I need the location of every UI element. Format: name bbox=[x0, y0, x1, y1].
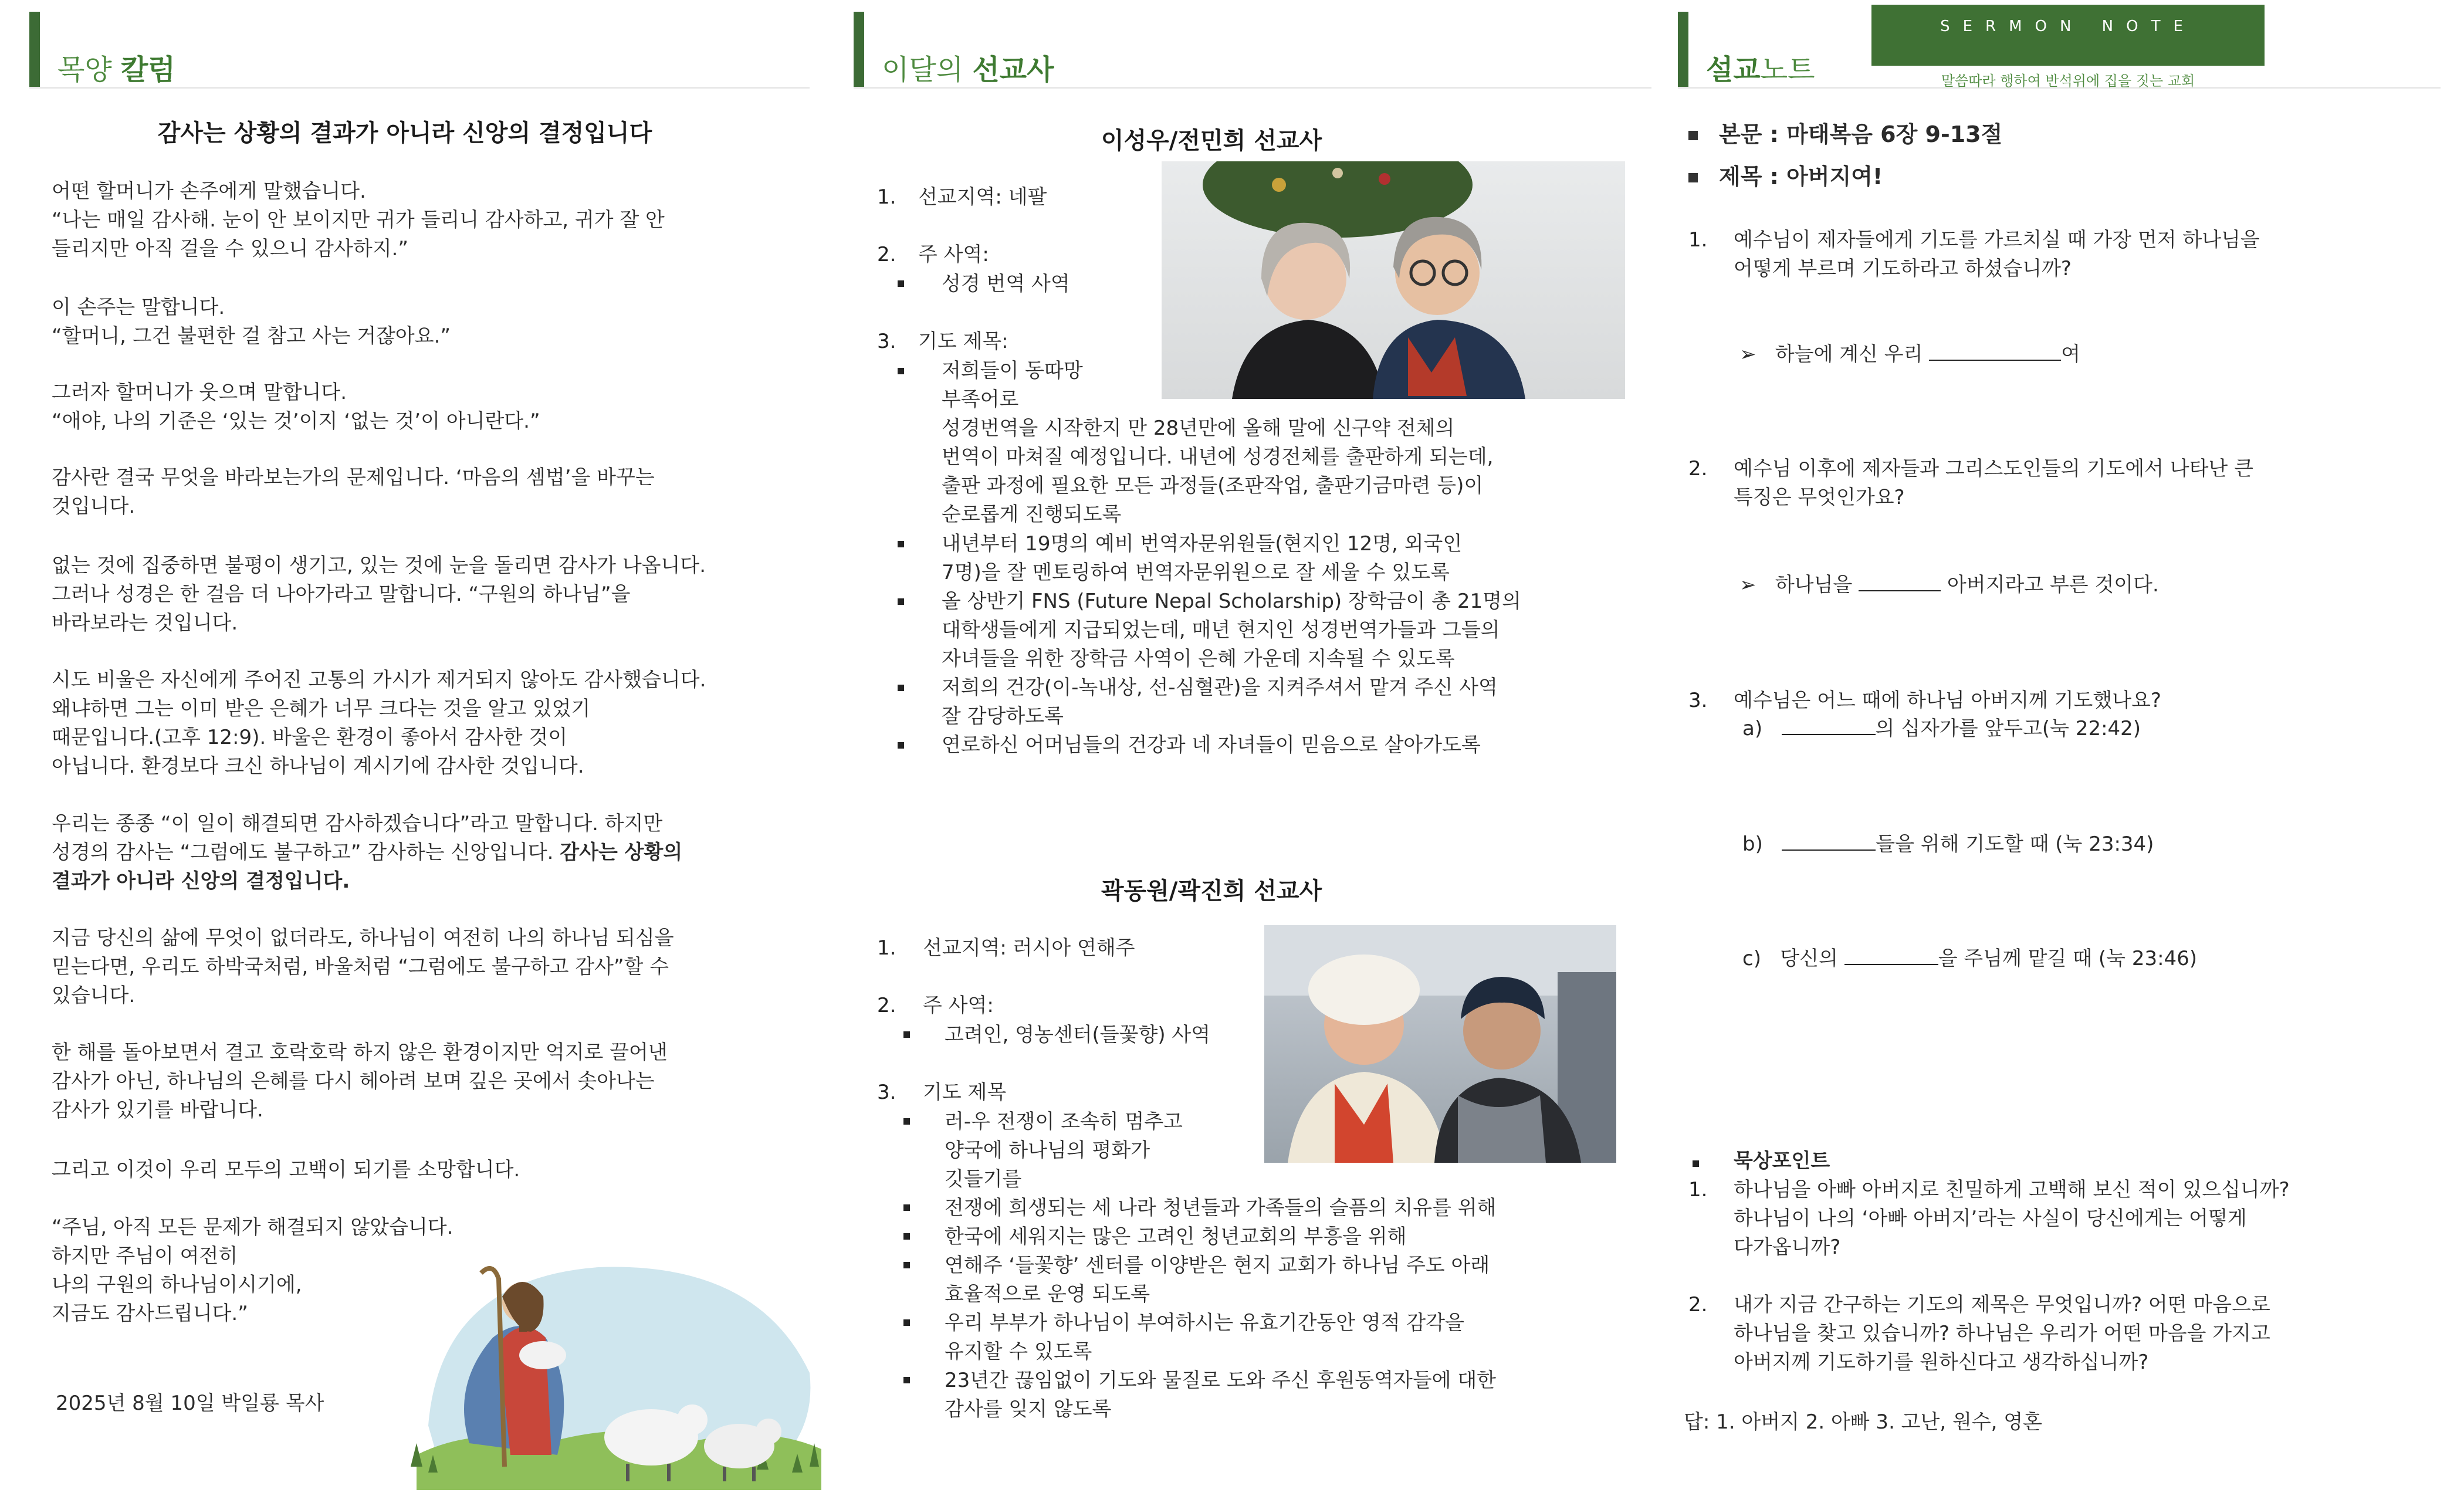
missionary-couple-photo bbox=[1264, 925, 1616, 1163]
prayer-item: 한국에 세워지는 많은 고려인 청년교회의 부흥을 위해 bbox=[945, 1225, 1407, 1248]
prayer-label: 기도 제목: bbox=[918, 330, 1008, 353]
missionary-name: 이성우/전민희 선교사 bbox=[1101, 127, 1322, 154]
bullet-icon bbox=[898, 598, 904, 605]
meditation-point-1: 하나님을 아빠 아버지로 친밀하게 고백해 보신 적이 있으십니까? 하나님이 나의 ‘아빠 아버지’라는 사실이 당신에게는 어떻게 다가옵니까? bbox=[1734, 1178, 2290, 1259]
missionary-name: 곽동원/곽진희 선교사 bbox=[1101, 878, 1322, 905]
paragraph-7: 우리는 종종 “이 일이 해결되면 감사하겠습니다”라고 말합니다. 하지만 성경의 감사는 “그럼에도 불구하고” 감사하는 신앙입니다. 감사는 상황의 bbox=[52, 812, 683, 864]
column-title: 감사는 상황의 결과가 아니라 신앙의 결정입니다 bbox=[157, 120, 652, 147]
prayer-quote: “주님, 아직 모든 문제가 해결되지 않았습니다. 하지만 주님이 여전히 나의 구원의 하나님이시기에, 지금도 감사드립니다.” bbox=[52, 1216, 453, 1325]
missionary-photo bbox=[1264, 925, 1616, 1163]
bullet-icon bbox=[903, 1319, 910, 1326]
bullet-icon bbox=[903, 1031, 910, 1038]
header-accent-bar bbox=[1678, 12, 1688, 88]
item-number: 3. bbox=[877, 330, 896, 353]
paragraph-3: 그러자 할머니가 웃으며 말합니다. “애야, 나의 기준은 ‘있는 것’이지 ‘없는 것’이 아니란다.” bbox=[52, 381, 540, 433]
question-number: 1. bbox=[1688, 1178, 1708, 1201]
bullet-icon bbox=[898, 742, 904, 749]
mission-region: 선교지역: 러시아 연해주 bbox=[923, 936, 1135, 960]
meditation-title: 묵상포인트 bbox=[1734, 1149, 1830, 1173]
question-number: 3. bbox=[1688, 689, 1708, 712]
sermon-title: 제목 : 아버지여! bbox=[1719, 164, 1883, 189]
missionary-column bbox=[854, 0, 1651, 1496]
answer-line-3a: a) 의 십자가를 앞두고(눅 22:42) bbox=[1742, 717, 2141, 740]
item-number: 1. bbox=[877, 185, 896, 209]
bullet-icon bbox=[1693, 1160, 1699, 1167]
prayer-item: 연로하신 어머님들의 건강과 네 자녀들이 믿음으로 살아가도록 bbox=[942, 733, 1481, 757]
paragraph-6: 시도 비울은 자신에게 주어진 고통의 가시가 제거되지 않아도 감사했습니다. 왜냐하면 그는 이미 받은 은혜가 너무 크다는 것을 알고 있었기 때문입니다.(고후 12:9). 바울은 환경이 좋아서 감사한 것이 아닙니다. 환경보다 크신 하나님이 계시기에 감사한 것입니다. bbox=[52, 668, 706, 778]
prayer-label: 기도 제목 bbox=[923, 1081, 1007, 1104]
column-header bbox=[854, 6, 1651, 88]
answer-blank[interactable] bbox=[1782, 734, 1876, 735]
paragraph-4: 감사란 결국 무엇을 바라보는가의 문제입니다. ‘마음의 셈법’을 바꾸는 것입니다. bbox=[52, 466, 655, 518]
paragraph-1: 어떤 할머니가 손주에게 말했습니다. “나는 매일 감사해. 눈이 안 보이지만 귀가 들리니 감사하고, 귀가 잘 안 들리지만 아직 걸을 수 있으니 감사하지.” bbox=[52, 180, 665, 260]
item-number: 3. bbox=[877, 1081, 896, 1104]
mission-region: 선교지역: 네팔 bbox=[918, 185, 1047, 209]
bullet-icon bbox=[903, 1377, 910, 1383]
bold-phrase-1: 감사는 상황의 bbox=[560, 841, 683, 864]
answer-line-2: ➢ 하나님을 아버지라고 부른 것이다. bbox=[1739, 573, 2159, 597]
bullet-icon bbox=[898, 368, 904, 374]
prayer-item: 러-우 전쟁이 조속히 멈추고 양국에 하나님의 평화가 깃들기를 bbox=[945, 1110, 1183, 1191]
sermon-note-column bbox=[1678, 0, 2441, 1496]
sermon-note-banner bbox=[1871, 5, 2265, 66]
header-accent-bar bbox=[29, 12, 40, 88]
item-number: 2. bbox=[877, 243, 896, 266]
ministry-item: 고려인, 영농센터(들꽃향) 사역 bbox=[945, 1023, 1211, 1047]
prayer-item: 전쟁에 희생되는 세 나라 청년들과 가족들의 슬픔의 치유를 위해 bbox=[945, 1196, 1497, 1220]
paragraph-5: 없는 것에 집중하면 불평이 생기고, 있는 것에 눈을 돌리면 감사가 나옵니다. 그러나 성경은 한 걸음 더 나아가라고 말합니다. “구원의 하나님”을 바라보라는 것입니다. bbox=[52, 554, 706, 635]
header-title: 이달의 선교사 bbox=[882, 53, 1054, 86]
item-number: 2. bbox=[877, 994, 896, 1017]
answer-blank[interactable] bbox=[1859, 590, 1941, 591]
bullet-icon bbox=[903, 1204, 910, 1211]
answer-blank[interactable] bbox=[1782, 849, 1876, 851]
square-bullet-icon bbox=[1688, 173, 1698, 182]
ministry-label: 주 사역: bbox=[923, 994, 994, 1017]
bullet-icon bbox=[903, 1262, 910, 1268]
question-2: 예수님 이후에 제자들과 그리스도인들의 기도에서 나타난 큰 특징은 무엇인가요? bbox=[1734, 457, 2253, 509]
answer-key: 답: 1. 아버지 2. 아빠 3. 고난, 원수, 영혼 bbox=[1684, 1410, 2042, 1434]
prayer-item: 23년간 끊임없이 기도와 물질로 도와 주신 후원동역자들에 대한 감사를 잊지 않도록 bbox=[945, 1369, 1497, 1421]
question-1: 예수님이 제자들에게 기도를 가르치실 때 가장 먼저 하나님을 어떻게 부르며 기도하라고 하셨습니까? bbox=[1734, 228, 2260, 280]
question-number: 1. bbox=[1688, 228, 1708, 252]
bold-phrase-2: 결과가 아니라 신앙의 결정입니다. bbox=[52, 869, 350, 893]
paragraph-9: 한 해를 돌아보면서 결고 호락호락 하지 않은 환경이지만 억지로 끌어낸 감사가 아닌, 하나님의 은혜를 다시 헤아려 보며 깊은 곳에서 솟아나는 감사가 있기를 바랍니다. bbox=[52, 1041, 668, 1122]
sermon-note-label: SERMON NOTE bbox=[1940, 18, 2196, 35]
ministry-label: 주 사역: bbox=[918, 243, 989, 266]
paragraph-2: 이 손주는 말합니다. “할머니, 그건 불편한 걸 참고 사는 거잖아요.” bbox=[52, 296, 451, 348]
paragraph-8: 지금 당신의 삶에 무엇이 없더라도, 하나님이 여전히 나의 하나님 되심을 믿는다면, 우리도 하박국처럼, 바울처럼 “그럼에도 불구하고 감사”할 수 있습니다. bbox=[52, 926, 674, 1007]
prayer-item: 올 상반기 FNS (Future Nepal Scholarship) 장학금이 총 21명의 대학생들에게 지급되었는데, 매년 현지인 성경번역가들과 그들의 자녀들을 위한 장학금 사역이 은혜 가운데 지속될 수 있도록 bbox=[942, 590, 1521, 671]
bullet-icon bbox=[903, 1233, 910, 1240]
question-number: 2. bbox=[1688, 1293, 1708, 1316]
signature: 2025년 8월 10일 박일룡 목사 bbox=[56, 1392, 324, 1415]
answer-line-3c: c) 당신의 을 주님께 맡길 때 (눅 23:46) bbox=[1742, 947, 2198, 970]
prayer-item: 연해주 ‘들꽃향’ 센터를 이양받은 현지 교회가 하나님 주도 아래 효율적으로 운영 되도록 bbox=[945, 1254, 1490, 1306]
question-3: 예수님은 어느 때에 하나님 아버지께 기도했나요? bbox=[1734, 689, 2161, 712]
ministry-item: 성경 번역 사역 bbox=[942, 272, 1070, 296]
header-title: 목양 칼럼 bbox=[57, 53, 175, 86]
bullet-icon bbox=[903, 1118, 910, 1125]
prayer-item: 저희들이 동따망 부족어로 성경번역을 시작한지 만 28년만에 올해 말에 신구약 전체의 번역이 마쳐질 예정입니다. 내년에 성경전체를 출판하게 되는데, 출판 과정에 필요한 모든 과정들(조판작업, 출판기금마련 등)이 순로롭게 진행되도록 bbox=[942, 359, 1494, 526]
answer-blank[interactable] bbox=[1929, 360, 2061, 361]
scripture-reference: 본문 : 마태복음 6장 9-13절 bbox=[1719, 121, 2003, 147]
bullet-icon bbox=[898, 685, 904, 691]
meditation-point-2: 내가 지금 간구하는 기도의 제목은 무엇입니까? 어떤 마음으로 하나님을 찾고 있습니까? 하나님은 우리가 어떤 마음을 가지고 아버지께 기도하기를 원하신다고 생각하십니까? bbox=[1734, 1293, 2270, 1374]
item-number: 1. bbox=[877, 936, 896, 960]
bullet-icon bbox=[898, 541, 904, 547]
prayer-item: 저희의 건강(이-녹내상, 선-심혈관)을 지켜주셔서 맡겨 주신 사역 잘 감당하도록 bbox=[942, 676, 1498, 728]
answer-blank[interactable] bbox=[1844, 964, 1938, 965]
prayer-item: 우리 부부가 하나님이 부여하시는 유효기간동안 영적 감각을 유지할 수 있도록 bbox=[945, 1311, 1464, 1363]
church-motto: 말씀따라 행하여 반석위에 집을 짓는 교회 bbox=[1941, 73, 2195, 89]
shepherd-illustration bbox=[405, 1232, 827, 1490]
header-accent-bar bbox=[854, 12, 864, 88]
answer-line-3b: b) 들을 위해 기도할 때 (눅 23:34) bbox=[1742, 832, 2154, 856]
column-header bbox=[29, 6, 810, 88]
paragraph-10: 그리고 이것이 우리 모두의 고백이 되기를 소망합니다. bbox=[52, 1158, 520, 1182]
prayer-item: 내년부터 19명의 예비 번역자문위원들(현지인 12명, 외국인 7명)을 잘 멘토링하여 번역자문위원으로 잘 세울 수 있도록 bbox=[942, 532, 1463, 584]
answer-line-1: ➢ 하늘에 계신 우리 여 bbox=[1739, 343, 2081, 366]
pastoral-column bbox=[29, 0, 810, 1496]
header-title: 설교노트 bbox=[1706, 53, 1815, 86]
bullet-icon bbox=[898, 280, 904, 287]
square-bullet-icon bbox=[1688, 131, 1698, 140]
question-number: 2. bbox=[1688, 457, 1708, 480]
